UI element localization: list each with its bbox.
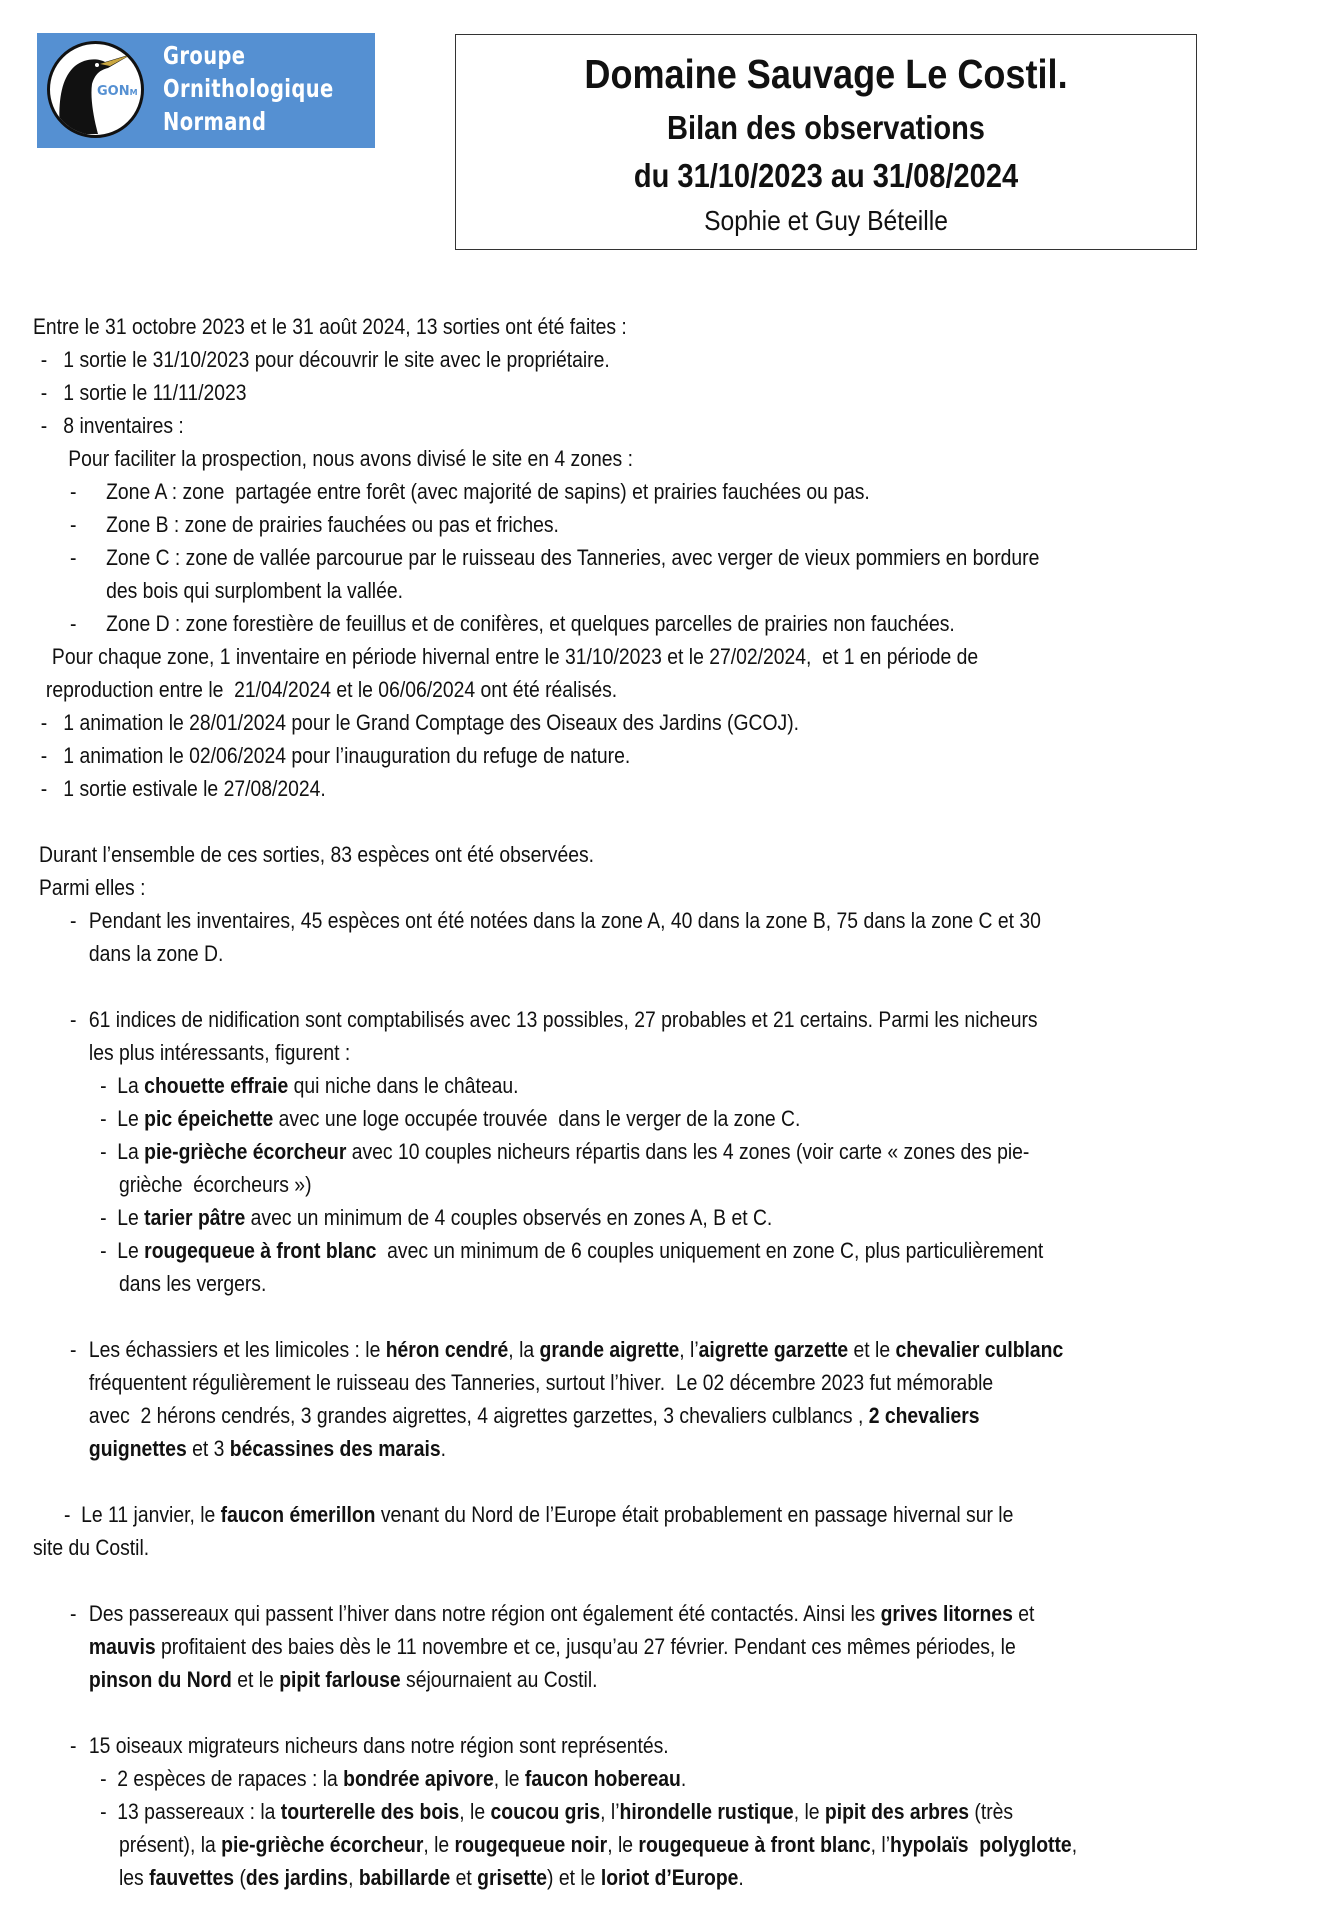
page-title: Domaine Sauvage Le Costil.	[584, 51, 1068, 97]
among-label: Parmi elles :	[39, 875, 146, 900]
subtitle: Bilan des observations	[667, 109, 985, 146]
passerines-item-cont: les fauvettes (des jardins, babillarde et grisette) et le loriot d’Europe.	[119, 1865, 744, 1890]
nester-item: - Le rougequeue à front blanc avec un minimum de 6 couples uniquement en zone C, plus particulièrement	[100, 1238, 1044, 1263]
bullet: -	[69, 1007, 77, 1032]
inventory-note: reproduction entre le 21/04/2024 et le 06/06/2024 ont été réalisés.	[45, 677, 618, 702]
list-item: - 1 animation le 28/01/2024 pour le Grand Comptage des Oiseaux des Jardins (GCOJ).	[40, 710, 800, 735]
date-range: du 31/10/2023 au 31/08/2024	[633, 157, 1019, 194]
inventory-counts: Pendant les inventaires, 45 espèces ont été notées dans la zone A, 40 dans la zone B, 75 dans la zone C et 30	[88, 908, 1041, 933]
list-item: - 1 sortie le 31/10/2023 pour découvrir le site avec le propriétaire.	[40, 347, 610, 372]
cormorant-emblem	[47, 41, 144, 138]
nester-item: - La pie-grièche écorcheur avec 10 couples nicheurs répartis dans les 4 zones (voir carte « zones des pie-	[100, 1139, 1030, 1164]
intro-text: Entre le 31 octobre 2023 et le 31 août 2024, 13 sorties ont été faites :	[33, 314, 627, 339]
waders-text: avec 2 hérons cendrés, 3 grandes aigrettes, 4 aigrettes garzettes, 3 chevaliers culblancs , 2 chevaliers	[88, 1403, 980, 1428]
nesting-text: les plus intéressants, figurent :	[88, 1040, 351, 1065]
nester-item: - La chouette effraie qui niche dans le château.	[100, 1073, 519, 1098]
passerines-item: - 13 passereaux : la tourterelle des bois, le coucou gris, l’hirondelle rustique, le pipit des arbres (très	[100, 1799, 1014, 1824]
bullet: -	[69, 908, 77, 933]
authors: Sophie et Guy Béteille	[704, 205, 948, 236]
waders-text: fréquentent régulièrement le ruisseau des Tanneries, surtout l’hiver. Le 02 décembre 2023 fut mémorable	[88, 1370, 994, 1395]
zone-item: Zone B : zone de prairies fauchées ou pas et friches.	[106, 512, 559, 537]
bullet: -	[69, 1733, 77, 1758]
migrants-text: 15 oiseaux migrateurs nicheurs dans notre région sont représentés.	[88, 1733, 669, 1758]
raptors-item: - 2 espèces de rapaces : la bondrée apivore, le faucon hobereau.	[100, 1766, 687, 1791]
nester-item-cont: dans les vergers.	[119, 1271, 267, 1296]
nester-item-cont: grièche écorcheurs »)	[119, 1172, 312, 1197]
passerines-item-cont: présent), la pie-grièche écorcheur, le rougequeue noir, le rougequeue à front blanc, l’hypolaïs polyglotte,	[119, 1832, 1078, 1857]
title-box	[455, 34, 1197, 250]
merlin-text: site du Costil.	[33, 1535, 150, 1560]
waders-text: guignettes et 3 bécassines des marais.	[88, 1436, 447, 1461]
zone-item: Zone A : zone partagée entre forêt (avec majorité de sapins) et prairies fauchées ou pas.	[106, 479, 870, 504]
gonm-badge: GONM	[97, 84, 138, 99]
inventory-counts: dans la zone D.	[88, 941, 224, 966]
list-item: - 1 sortie le 11/11/2023	[40, 380, 247, 405]
zone-item: Zone C : zone de vallée parcourue par le ruisseau des Tanneries, avec verger de vieux pommiers en bordure	[106, 545, 1040, 570]
zones-intro: Pour faciliter la prospection, nous avons divisé le site en 4 zones :	[68, 446, 633, 471]
winter-text: pinson du Nord et le pipit farlouse séjournaient au Costil.	[88, 1667, 598, 1692]
bullet: -	[69, 611, 77, 636]
bullet: -	[69, 479, 77, 504]
nester-item: - Le pic épeichette avec une loge occupée trouvée dans le verger de la zone C.	[100, 1106, 801, 1131]
bullet: -	[69, 545, 77, 570]
winter-text: Des passereaux qui passent l’hiver dans notre région ont également été contactés. Ainsi les grives litornes et	[88, 1601, 1035, 1626]
zone-item: Zone D : zone forestière de feuillus et de conifères, et quelques parcelles de prairies non fauchées.	[106, 611, 955, 636]
species-total: Durant l’ensemble de ces sorties, 83 espèces ont été observées.	[39, 842, 595, 867]
bullet: -	[69, 512, 77, 537]
logo-text: Groupe Ornithologique Normand	[163, 41, 334, 136]
bullet: -	[69, 1601, 77, 1626]
waders-text: Les échassiers et les limicoles : le héron cendré, la grande aigrette, l’aigrette garzette et le chevalier culblanc	[88, 1337, 1064, 1362]
list-item: - 8 inventaires :	[40, 413, 184, 438]
bullet: -	[69, 1337, 77, 1362]
nesting-text: 61 indices de nidification sont comptabilisés avec 13 possibles, 27 probables et 21 certains. Parmi les nicheurs	[88, 1007, 1038, 1032]
nester-item: - Le tarier pâtre avec un minimum de 4 couples observés en zones A, B et C.	[100, 1205, 773, 1230]
winter-text: mauvis profitaient des baies dès le 11 novembre et ce, jusqu’au 27 février. Pendant ces mêmes périodes, le	[88, 1634, 1016, 1659]
list-item: - 1 sortie estivale le 27/08/2024.	[40, 776, 326, 801]
merlin-text: - Le 11 janvier, le faucon émerillon venant du Nord de l’Europe était probablement en passage hivernal sur le	[63, 1502, 1014, 1527]
zone-item-cont: des bois qui surplombent la vallée.	[106, 578, 403, 603]
inventory-note: Pour chaque zone, 1 inventaire en période hivernal entre le 31/10/2023 et le 27/02/2024, et 1 en période de	[51, 644, 979, 669]
list-item: - 1 animation le 02/06/2024 pour l’inauguration du refuge de nature.	[40, 743, 631, 768]
gonm-logo	[37, 33, 375, 148]
